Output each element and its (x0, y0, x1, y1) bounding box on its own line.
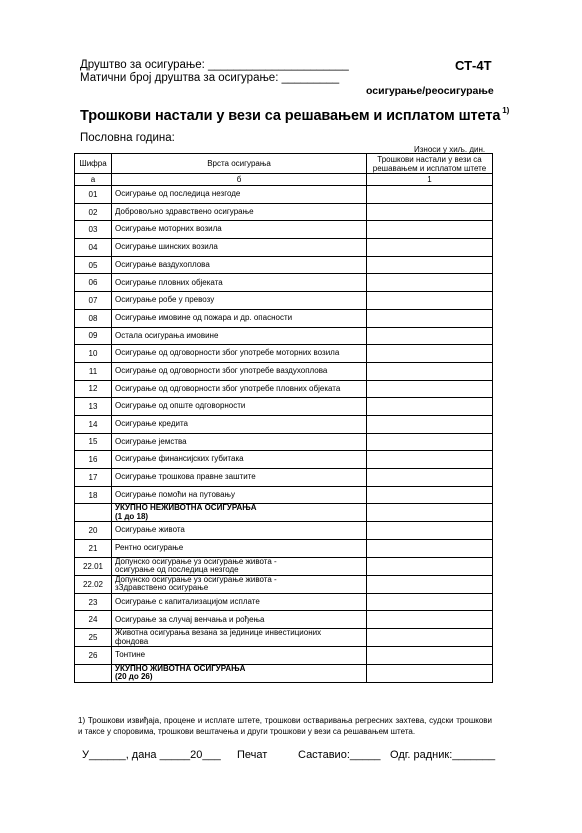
row-code (75, 504, 112, 522)
row-code: 16 (75, 451, 112, 469)
form-code: СТ-4Т (455, 58, 492, 73)
row-code: 03 (75, 221, 112, 239)
row-insurance-type (112, 522, 367, 540)
table-row (75, 415, 493, 433)
row-insurance-type (112, 540, 367, 558)
table-header-row (75, 154, 493, 174)
row-code: 13 (75, 398, 112, 416)
row-insurance-type-line1: УКУПНО НЕЖИВОТНА ОСИГУРАЊА (115, 503, 257, 513)
row-costs-input-cell[interactable] (367, 540, 493, 558)
table-row (75, 575, 493, 593)
row-insurance-type-line1: Осигурање од последица незгоде (115, 189, 241, 199)
row-insurance-type-line1: Добровољно здравствено осигурање (115, 206, 254, 216)
row-insurance-type-line1: Осигурање моторних возила (115, 224, 222, 234)
row-insurance-type (112, 221, 367, 239)
registration-number-line: Матични број друштва за осигурање: _________ (80, 72, 340, 84)
row-code: 18 (75, 486, 112, 504)
table-row (75, 593, 493, 611)
row-costs-input-cell[interactable] (367, 203, 493, 221)
row-insurance-type-line1: Осигурање с капитализацијом исплате (115, 596, 260, 606)
row-insurance-type-line1: Осигурање помоћи на путовању (115, 489, 236, 499)
row-insurance-type-line1: Остала осигурања имовине (115, 330, 219, 340)
row-costs-input-cell[interactable] (367, 433, 493, 451)
table-row (75, 345, 493, 363)
header-costs: Трошкови настали у вези са решавањем и исплатом штете (367, 154, 493, 174)
row-code: 23 (75, 593, 112, 611)
row-insurance-type-line2: фондова (115, 636, 149, 646)
row-insurance-type (112, 398, 367, 416)
table-row (75, 292, 493, 310)
stamp-label: Печат (237, 749, 268, 761)
row-insurance-type-line1: Осигурање живота (115, 525, 185, 535)
table-row (75, 309, 493, 327)
table-row (75, 239, 493, 257)
row-code: 02 (75, 203, 112, 221)
row-insurance-type-line1: Осигурање имовине од пожара и др. опасности (115, 312, 293, 322)
row-costs-input-cell[interactable] (367, 629, 493, 647)
row-costs-input-cell[interactable] (367, 522, 493, 540)
row-code (75, 664, 112, 682)
row-insurance-type (112, 362, 367, 380)
row-costs-input-cell[interactable] (367, 327, 493, 345)
table-row (75, 557, 493, 575)
row-code: 14 (75, 415, 112, 433)
row-insurance-type-line1: Животна осигурања везана за јединице инвестиционих (115, 628, 322, 638)
row-insurance-type-line1: УКУПНО ЖИВОТНА ОСИГУРАЊА (115, 664, 246, 673)
row-costs-input-cell[interactable] (367, 611, 493, 629)
row-insurance-type (112, 486, 367, 504)
row-insurance-type-line1: Осигурање шинских возила (115, 242, 218, 252)
table-row (75, 451, 493, 469)
page-title (80, 108, 509, 124)
row-insurance-type-line1: Допунско осигурање уз осигурање живота - (115, 575, 277, 584)
table-row (75, 186, 493, 204)
row-insurance-type (112, 664, 367, 682)
row-code: 24 (75, 611, 112, 629)
row-insurance-type (112, 557, 367, 575)
row-code: 15 (75, 433, 112, 451)
prepared-by-line: Саставио:_____ (298, 749, 381, 761)
row-costs-input-cell[interactable] (367, 380, 493, 398)
row-insurance-type-line1: Осигурање пловних објеката (115, 277, 223, 287)
row-code: 12 (75, 380, 112, 398)
row-code: 10 (75, 345, 112, 363)
row-costs-input-cell[interactable] (367, 593, 493, 611)
row-insurance-type-line1: Осигурање од одговорности због употребе ваздухоплова (115, 365, 328, 375)
footnote: 1) Трошкови извиђаја, процене и исплате штете, трошкови остваривања регресних захтева, судски трошкови и таксе у споровима, трошкови вештачења и други трошкови у вези са решавањем штета. (78, 716, 492, 736)
row-costs-input-cell[interactable] (367, 256, 493, 274)
row-insurance-type (112, 186, 367, 204)
table-row (75, 486, 493, 504)
row-costs-input-cell[interactable] (367, 664, 493, 682)
row-insurance-type (112, 309, 367, 327)
row-insurance-type (112, 292, 367, 310)
table-row (75, 664, 493, 682)
table-row (75, 629, 493, 647)
row-insurance-type (112, 203, 367, 221)
row-code: 25 (75, 629, 112, 647)
table-row (75, 504, 493, 522)
label-code: а (75, 174, 112, 186)
row-code: 08 (75, 309, 112, 327)
row-code: 26 (75, 647, 112, 665)
row-costs-input-cell[interactable] (367, 647, 493, 665)
row-costs-input-cell[interactable] (367, 398, 493, 416)
title-footnote-mark: 1) (502, 106, 510, 115)
row-insurance-type-line1: Осигурање јемства (115, 436, 187, 446)
row-costs-input-cell[interactable] (367, 274, 493, 292)
row-insurance-type (112, 274, 367, 292)
row-insurance-type-line1: Осигурање од одговорности због употребе моторних возила (115, 348, 340, 358)
label-costs: 1 (367, 174, 493, 186)
row-costs-input-cell[interactable] (367, 486, 493, 504)
row-code: 21 (75, 540, 112, 558)
row-insurance-type-line1: Осигурање од опште одговорности (115, 401, 246, 411)
row-insurance-type-line1: Осигурање за случај венчања и рођења (115, 614, 265, 624)
table-row (75, 274, 493, 292)
row-costs-input-cell[interactable] (367, 239, 493, 257)
row-code: 07 (75, 292, 112, 310)
row-insurance-type (112, 504, 367, 522)
row-insurance-type (112, 380, 367, 398)
table-row (75, 540, 493, 558)
row-costs-input-cell[interactable] (367, 221, 493, 239)
row-costs-input-cell[interactable] (367, 415, 493, 433)
page-title-text: Трошкови настали у вези са решавањем и исплатом штета (80, 108, 501, 124)
place-date-line: У______, дана _____20___ (82, 749, 221, 761)
table-row (75, 469, 493, 487)
row-costs-input-cell[interactable] (367, 362, 493, 380)
row-costs-input-cell[interactable] (367, 469, 493, 487)
row-insurance-type (112, 629, 367, 647)
table-row (75, 522, 493, 540)
row-code: 05 (75, 256, 112, 274)
row-insurance-type-line1: Тонтине (115, 650, 146, 660)
row-code: 22.02 (75, 575, 112, 593)
table-row (75, 362, 493, 380)
row-insurance-type-line1: Осигурање робе у превозу (115, 295, 215, 305)
row-insurance-type-line1: Осигурање трошкова правне заштите (115, 472, 256, 482)
row-insurance-type (112, 451, 367, 469)
row-costs-input-cell[interactable] (367, 557, 493, 575)
row-insurance-type-line2: (1 до 18) (115, 511, 149, 521)
row-insurance-type-line1: Осигурање од одговорности због употребе пловних објеката (115, 383, 341, 393)
row-costs-input-cell[interactable] (367, 309, 493, 327)
row-code: 06 (75, 274, 112, 292)
row-insurance-type (112, 345, 367, 363)
row-code: 01 (75, 186, 112, 204)
row-insurance-type-line1: Осигурање ваздухоплова (115, 259, 210, 269)
row-costs-input-cell[interactable] (367, 345, 493, 363)
row-insurance-type (112, 415, 367, 433)
table-column-labels-row (75, 174, 493, 186)
row-costs-input-cell[interactable] (367, 504, 493, 522)
row-code: 17 (75, 469, 112, 487)
row-insurance-type-line2: осигурање од последица незгоде (115, 565, 239, 575)
row-insurance-type-line1: Осигурање финансијских губитака (115, 454, 244, 464)
row-costs-input-cell[interactable] (367, 186, 493, 204)
label-type: б (112, 174, 367, 186)
row-code: 11 (75, 362, 112, 380)
row-insurance-type (112, 593, 367, 611)
row-insurance-type (112, 239, 367, 257)
table-row (75, 203, 493, 221)
responsible-person-line: Одг. радник:_______ (390, 749, 496, 761)
row-insurance-type-line1: Рентно осигурање (115, 543, 184, 553)
table-row (75, 256, 493, 274)
table-row (75, 433, 493, 451)
row-code: 04 (75, 239, 112, 257)
costs-table (74, 153, 493, 683)
header-insurance-type: Врста осигурања (112, 154, 367, 174)
table-row (75, 380, 493, 398)
row-insurance-type-line1: Допунско осигурање уз осигурање живота - (115, 557, 277, 566)
row-insurance-type (112, 647, 367, 665)
row-insurance-type-line1: Осигурање кредита (115, 419, 188, 429)
row-insurance-type (112, 575, 367, 593)
fiscal-year-label: Пословна година: (80, 132, 175, 144)
row-insurance-type-line2: (20 до 26) (115, 672, 153, 682)
row-insurance-type (112, 433, 367, 451)
row-code: 09 (75, 327, 112, 345)
form-subtitle: осигурање/реосигурање (366, 85, 494, 97)
table-row (75, 327, 493, 345)
header-code: Шифра (75, 154, 112, 174)
row-code: 22.01 (75, 557, 112, 575)
company-name-line: Друштво за осигурање: ______________________ (80, 59, 349, 71)
table-row (75, 398, 493, 416)
amount-unit-note: Износи у хиљ. дин. (414, 145, 486, 154)
table-row (75, 647, 493, 665)
row-costs-input-cell[interactable] (367, 292, 493, 310)
row-costs-input-cell[interactable] (367, 451, 493, 469)
row-insurance-type-line2: зЗдравствено осигурање (115, 583, 209, 593)
row-insurance-type (112, 611, 367, 629)
row-insurance-type (112, 256, 367, 274)
row-insurance-type (112, 469, 367, 487)
table-row (75, 611, 493, 629)
table-row (75, 221, 493, 239)
row-insurance-type (112, 327, 367, 345)
row-costs-input-cell[interactable] (367, 575, 493, 593)
row-code: 20 (75, 522, 112, 540)
